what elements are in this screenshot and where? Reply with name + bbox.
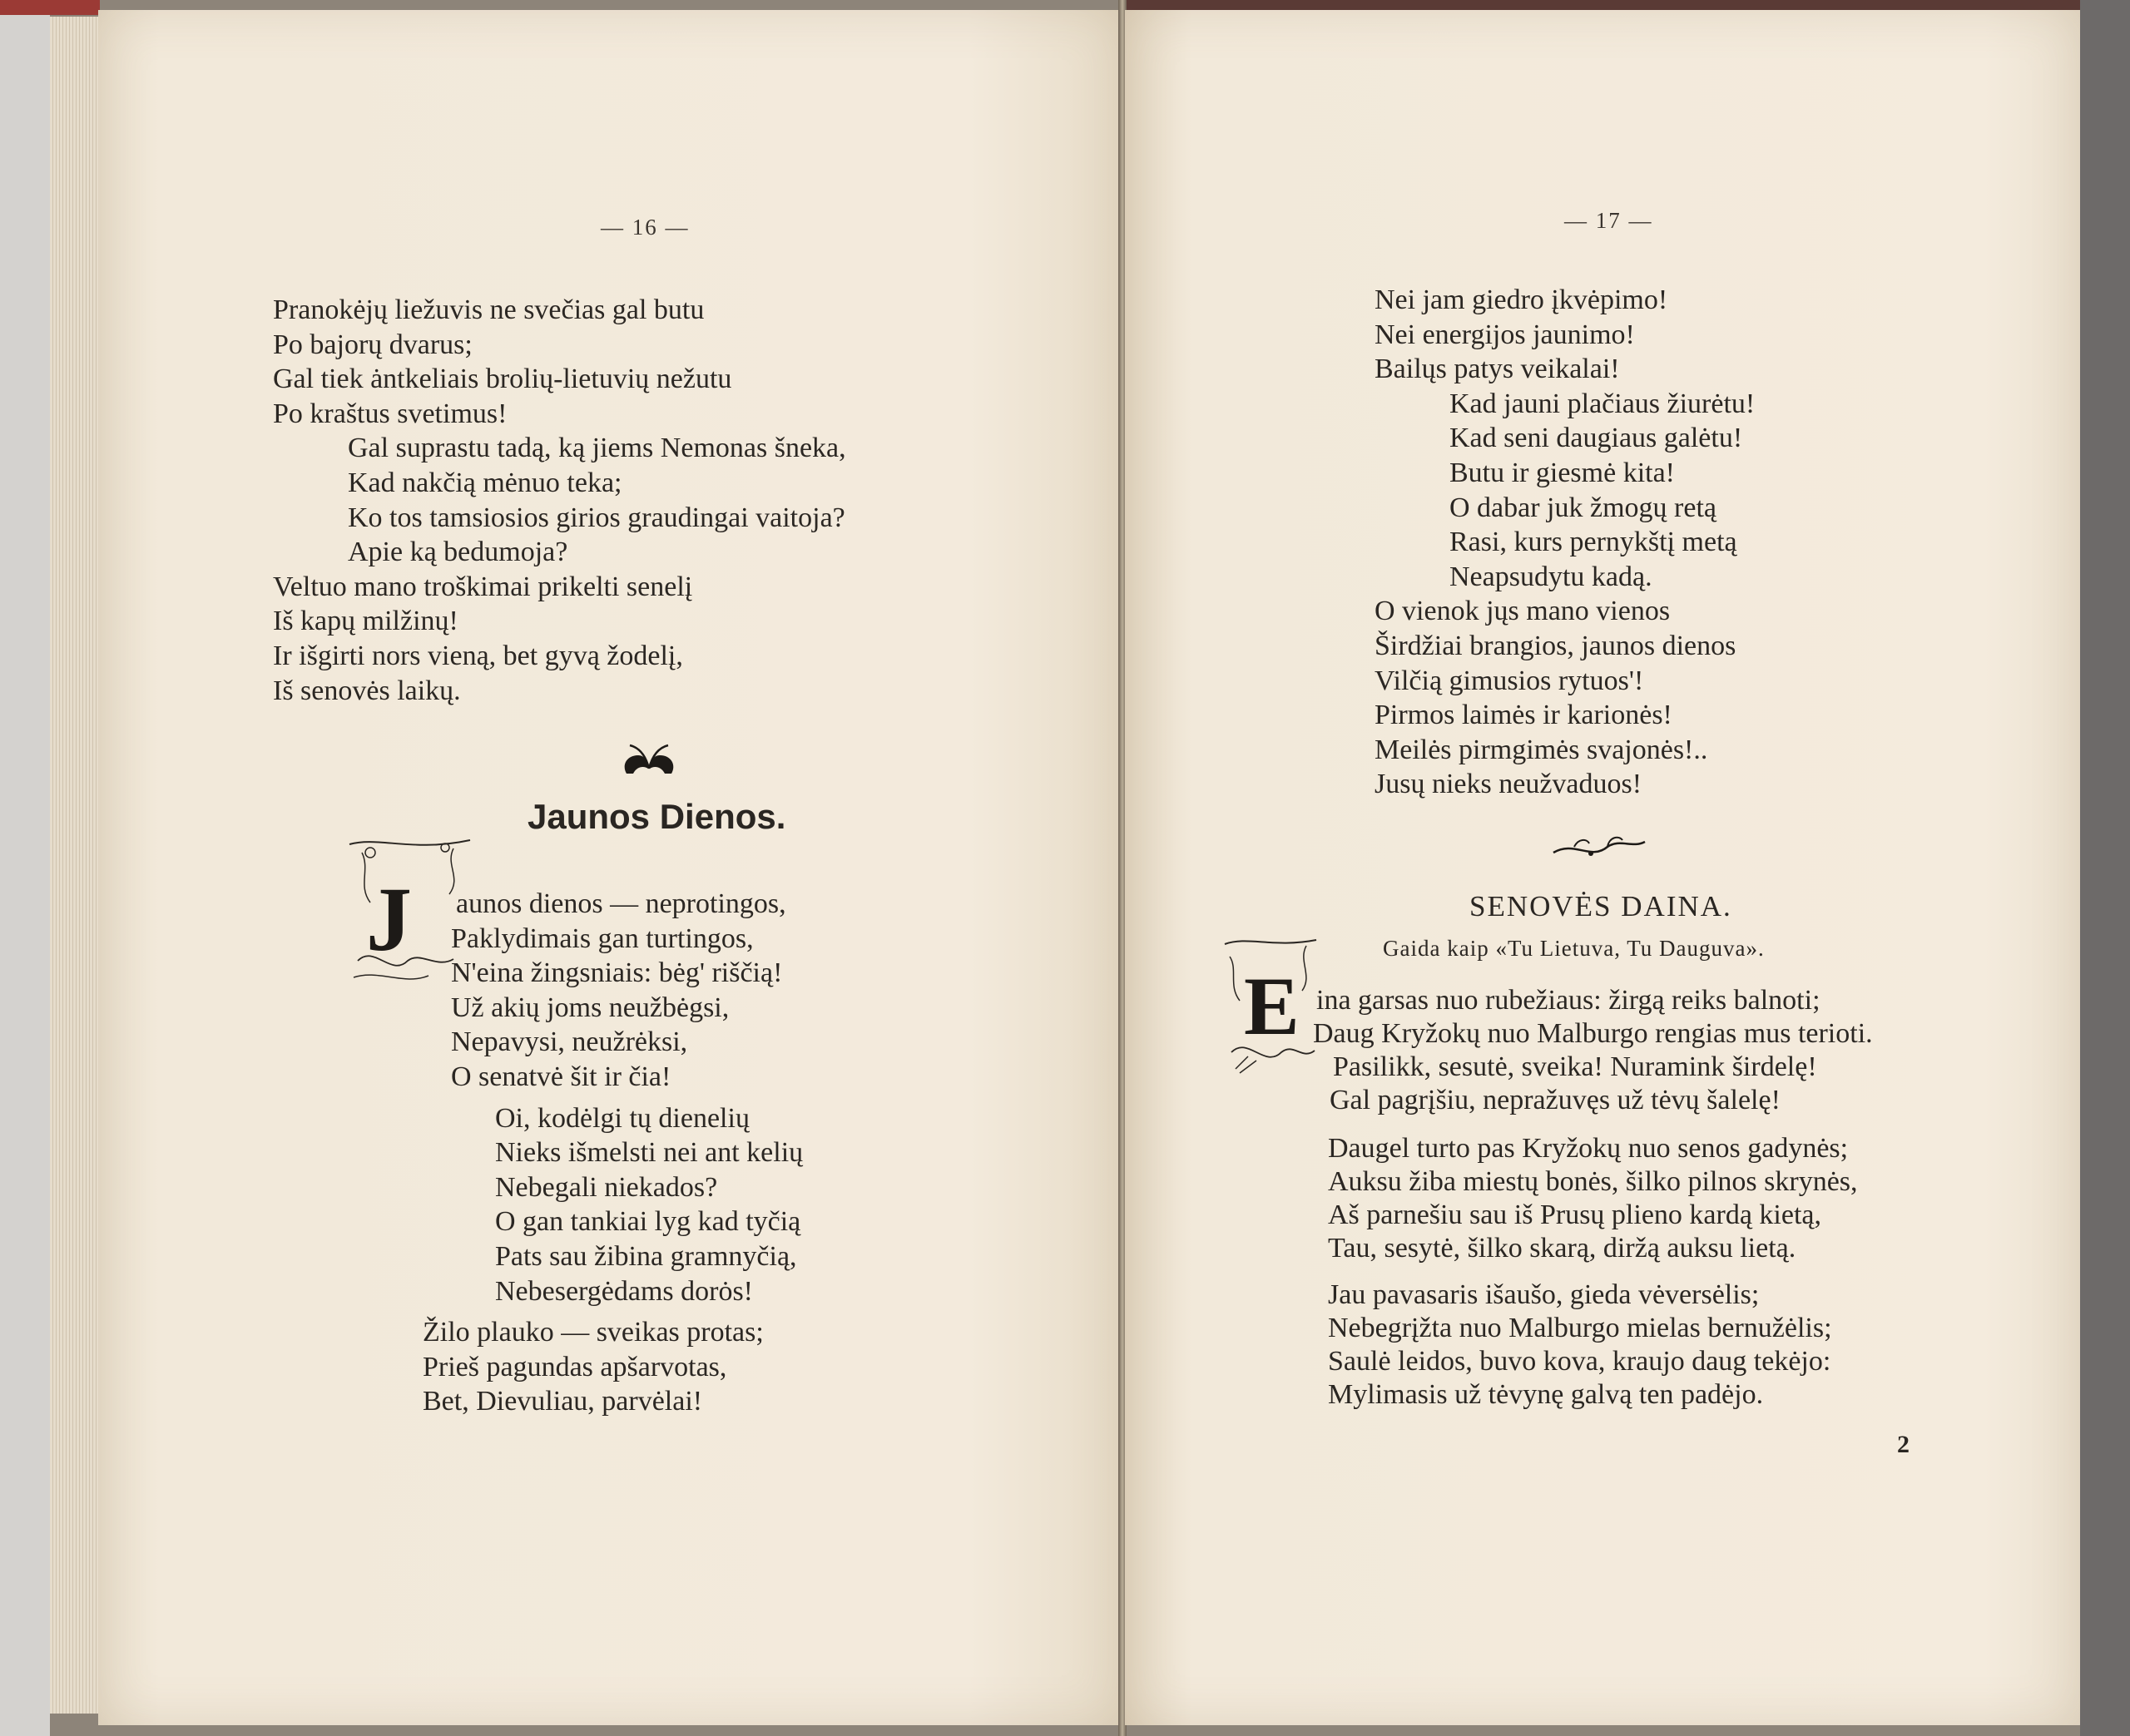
poem-line: Širdžiai brangios, jaunos dienos xyxy=(1375,631,1736,661)
poem-line: Jau pavasaris išaušo, gieda vėversėlis; xyxy=(1328,1279,1760,1310)
leaf-ornament-icon xyxy=(620,740,678,780)
poem-line: O dabar juk žmogų retą xyxy=(1449,492,1716,523)
poem-line: Pasilikk, sesutė, sveika! Nuramink širdelę! xyxy=(1333,1051,1817,1082)
poem-line: Jusų nieks neužvaduos! xyxy=(1375,769,1642,800)
sheet-number: 2 xyxy=(1897,1431,1910,1458)
poem-line: N'eina žingsniais: bėg' riščią! xyxy=(451,957,783,989)
poem-line: Neapsudytu kadą. xyxy=(1449,561,1652,592)
poem-line: Daug Kryžokų nuo Malburgo rengias mus terioti. xyxy=(1313,1018,1873,1049)
section-title-senoves-daina: SENOVĖS DAINA. xyxy=(1469,890,1732,922)
poem-line: Kad jauni plačiaus žiurėtu! xyxy=(1449,388,1756,419)
poem-line: Saulė leidos, buvo kova, kraujo daug tekėjo: xyxy=(1328,1346,1831,1377)
poem-line: aunos dienos — neprotingos, xyxy=(456,888,786,919)
poem-line: Pranokėjų liežuvis ne svečias gal butu xyxy=(273,294,705,325)
poem-line: Nebesergėdams dorȯs! xyxy=(495,1275,754,1307)
poem-line: Nei jam giedro įkvėpimo! xyxy=(1375,284,1668,315)
poem-line: Butu ir giesmė kita! xyxy=(1449,457,1676,488)
poem-line: Kad seni daugiaus galėtu! xyxy=(1449,423,1743,454)
poem-line: Aš parnešiu sau iš Prusų plieno kardą kietą, xyxy=(1328,1199,1821,1230)
right-page xyxy=(1125,10,2080,1725)
cover-corner xyxy=(0,0,100,15)
poem-line: Po kraštus svetimus! xyxy=(273,398,508,429)
poem-line: Tau, sesytė, šilko skarą, diržą auksu lietą. xyxy=(1328,1233,1796,1264)
left-page xyxy=(98,10,1122,1725)
poem-line: Gal suprastu tadą, ką jiems Nemonas šneka, xyxy=(348,433,846,464)
poem-line: Mylimasis už tėvynę galvą ten padėjo. xyxy=(1328,1379,1764,1410)
poem-line: Bailųs patys veikalai! xyxy=(1375,354,1620,385)
poem-line: Iš kapų milžinų! xyxy=(273,606,458,637)
poem-line: Prieš pagundas apšarvotas, xyxy=(423,1351,727,1382)
poem-line: Iš senovės laikų. xyxy=(273,675,461,706)
poem-line: Nieks išmelsti nei ant kelių xyxy=(495,1137,804,1169)
cover-edge-right xyxy=(2080,0,2130,1736)
poem-line: Ko tos tamsiosios girios graudingai vaitoja? xyxy=(348,502,845,533)
melody-note: Gaida kaip «Tu Lietuva, Tu Dauguva». xyxy=(1383,936,1765,961)
cover-edge-left xyxy=(0,0,50,1736)
poem-line: Veltuo mano troškimai prikelti senelį xyxy=(273,571,693,602)
poem-line: Kad nakčią mėnuo teka; xyxy=(348,467,622,498)
poem-line: Apie ką bedumoja? xyxy=(348,537,568,568)
drop-cap-e: E xyxy=(1244,960,1300,1052)
poem-line: O vienok jųs mano vienos xyxy=(1375,596,1671,627)
poem-line: Pats sau žibina gramnyčią, xyxy=(495,1241,797,1272)
left-page-number: — 16 — xyxy=(601,215,690,240)
poem-line: Bet, Dievuliau, parvėlai! xyxy=(423,1386,703,1417)
poem-line: Nebegali niekados? xyxy=(495,1171,718,1203)
poem-line: Pirmos laimės ir karionės! xyxy=(1375,700,1672,731)
poem-line: Gal tiek ȧntkeliais brolių-lietuvių nežutu xyxy=(273,364,732,395)
poem-line: Nepavysi, neužrėksi, xyxy=(451,1026,688,1058)
drop-cap-j: J xyxy=(366,868,412,970)
poem-line: Žilo plauko — sveikas protas; xyxy=(423,1317,764,1348)
poem-line: O senatvė šit ir čia! xyxy=(451,1061,671,1092)
poem-line: O gan tankiai lyg kad tyčią xyxy=(495,1206,801,1238)
poem-line: Nebegrįžta nuo Malburgo mielas bernužėlis; xyxy=(1328,1313,1832,1343)
poem-line: Rasi, kurs pernykštį metą xyxy=(1449,527,1737,558)
poem-line: Meilės pirmgimės svajonės!.. xyxy=(1375,734,1708,765)
poem-line: Auksu žiba miestų bonės, šilko pilnos skrynės, xyxy=(1328,1166,1858,1197)
poem-line: Daugel turto pas Kryžokų nuo senos gadynės; xyxy=(1328,1133,1849,1164)
poem-line: Nei energijos jaunimo! xyxy=(1375,319,1635,350)
poem-line: Oi, kodėlgi tų dienelių xyxy=(495,1102,750,1134)
poem-line: Po bajorų dvarus; xyxy=(273,329,473,360)
poem-line: Už akių joms neužbėgsi, xyxy=(451,992,730,1023)
vine-ornament-icon xyxy=(1549,832,1649,865)
poem-line: ina garsas nuo rubežiaus: žirgą reiks balnoti; xyxy=(1316,985,1820,1016)
poem-line: Vilčią gimusios rytuos'! xyxy=(1375,665,1644,696)
right-page-number: — 17 — xyxy=(1564,208,1653,233)
poem-line: Ir išgirti nors vieną, bet gyvą žodelį, xyxy=(273,640,683,671)
poem-line: Gal pagrįšiu, nepražuvęs už tėvų šalelę! xyxy=(1330,1085,1781,1115)
poem-line: Paklydimais gan turtingos, xyxy=(451,922,754,954)
section-title-jaunos-dienos: Jaunos Dienos. xyxy=(528,797,786,836)
